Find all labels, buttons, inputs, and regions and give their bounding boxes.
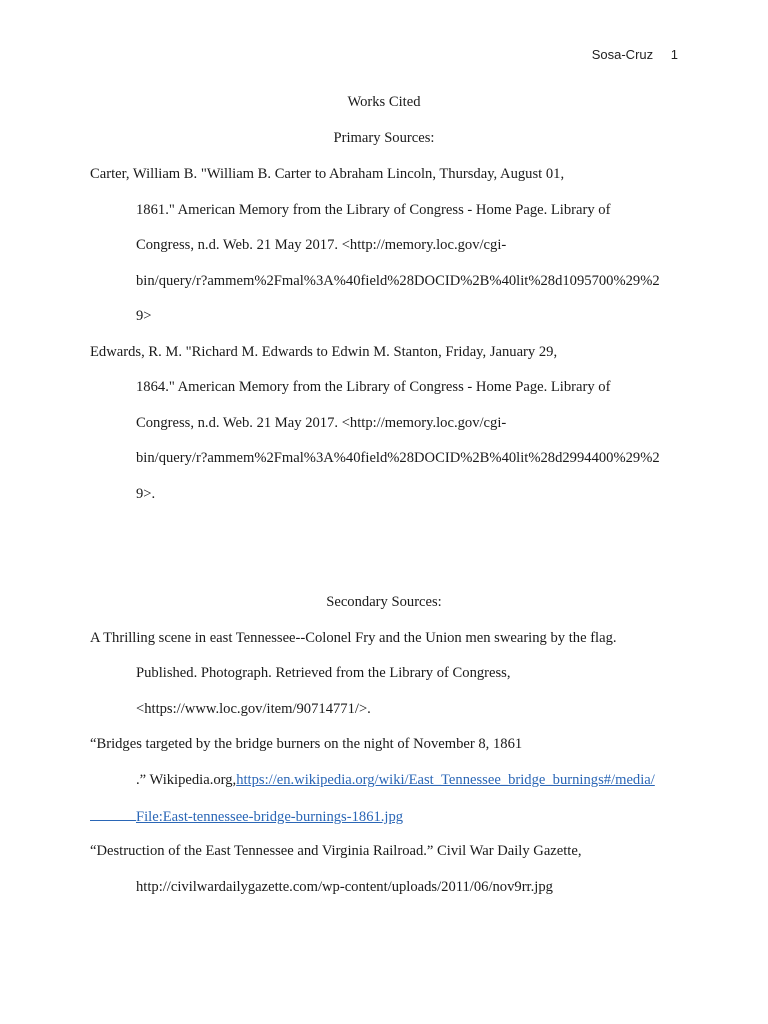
- header-page-number: 1: [670, 47, 678, 62]
- citation-edwards-line-1: Edwards, R. M. "Richard M. Edwards to Edwin M. Stanton, Friday, January 29,: [90, 344, 558, 360]
- header-author: Sosa-Cruz: [591, 47, 654, 62]
- citation-bridges-line-2: [136, 770, 655, 790]
- citation-edwards-line-2: 1864." American Memory from the Library of Congress - Home Page. Library of: [136, 379, 611, 395]
- citation-carter-line-3: Congress, n.d. Web. 21 May 2017. <http://memory.loc.gov/cgi-: [136, 237, 507, 253]
- citation-destruction-line-1: “Destruction of the East Tennessee and Virginia Railroad.” Civil War Daily Gazette,: [90, 843, 582, 859]
- citation-thrilling-scene-line-2: Published. Photograph. Retrieved from the Library of Congress,: [136, 665, 511, 681]
- secondary-sources-heading: Secondary Sources:: [326, 594, 442, 610]
- citation-carter-line-4: bin/query/r?ammem%2Fmal%3A%40field%28DOCID%2B%40lit%28d1095700%29%2: [136, 273, 660, 289]
- citation-bridges-line-3: [90, 806, 403, 827]
- citation-bridges-line-1: “Bridges targeted by the bridge burners on the night of November 8, 1861: [90, 736, 523, 752]
- citation-bridges-prefix: .” Wikipedia.org,: [136, 772, 237, 788]
- works-cited-title: Works Cited: [347, 94, 421, 110]
- running-header: [592, 47, 678, 62]
- citation-carter-line-2: 1861." American Memory from the Library of Congress - Home Page. Library of: [136, 202, 611, 218]
- citation-edwards-line-3: Congress, n.d. Web. 21 May 2017. <http://memory.loc.gov/cgi-: [136, 415, 507, 431]
- citation-carter-line-5: 9>: [136, 308, 152, 324]
- citation-carter-line-1: Carter, William B. "William B. Carter to Abraham Lincoln, Thursday, August 01,: [90, 166, 565, 182]
- primary-sources-heading: Primary Sources:: [333, 130, 435, 146]
- citation-edwards-line-4: bin/query/r?ammem%2Fmal%3A%40field%28DOCID%2B%40lit%28d2994400%29%2: [136, 450, 660, 466]
- citation-edwards-line-5: 9>.: [136, 486, 156, 502]
- link-underline-lead: [90, 806, 136, 821]
- wikipedia-media-link[interactable]: https://en.wikipedia.org/wiki/East_Tennessee_bridge_burnings#/media/: [236, 772, 655, 788]
- citation-destruction-line-2: http://civilwardailygazette.com/wp-content/uploads/2011/06/nov9rr.jpg: [136, 879, 553, 895]
- citation-thrilling-scene-line-3: <https://www.loc.gov/item/90714771/>.: [136, 701, 371, 717]
- wikipedia-file-link[interactable]: File:East-tennessee-bridge-burnings-1861.jpg: [136, 809, 404, 825]
- citation-thrilling-scene-line-1: A Thrilling scene in east Tennessee--Colonel Fry and the Union men swearing by the flag.: [90, 630, 617, 646]
